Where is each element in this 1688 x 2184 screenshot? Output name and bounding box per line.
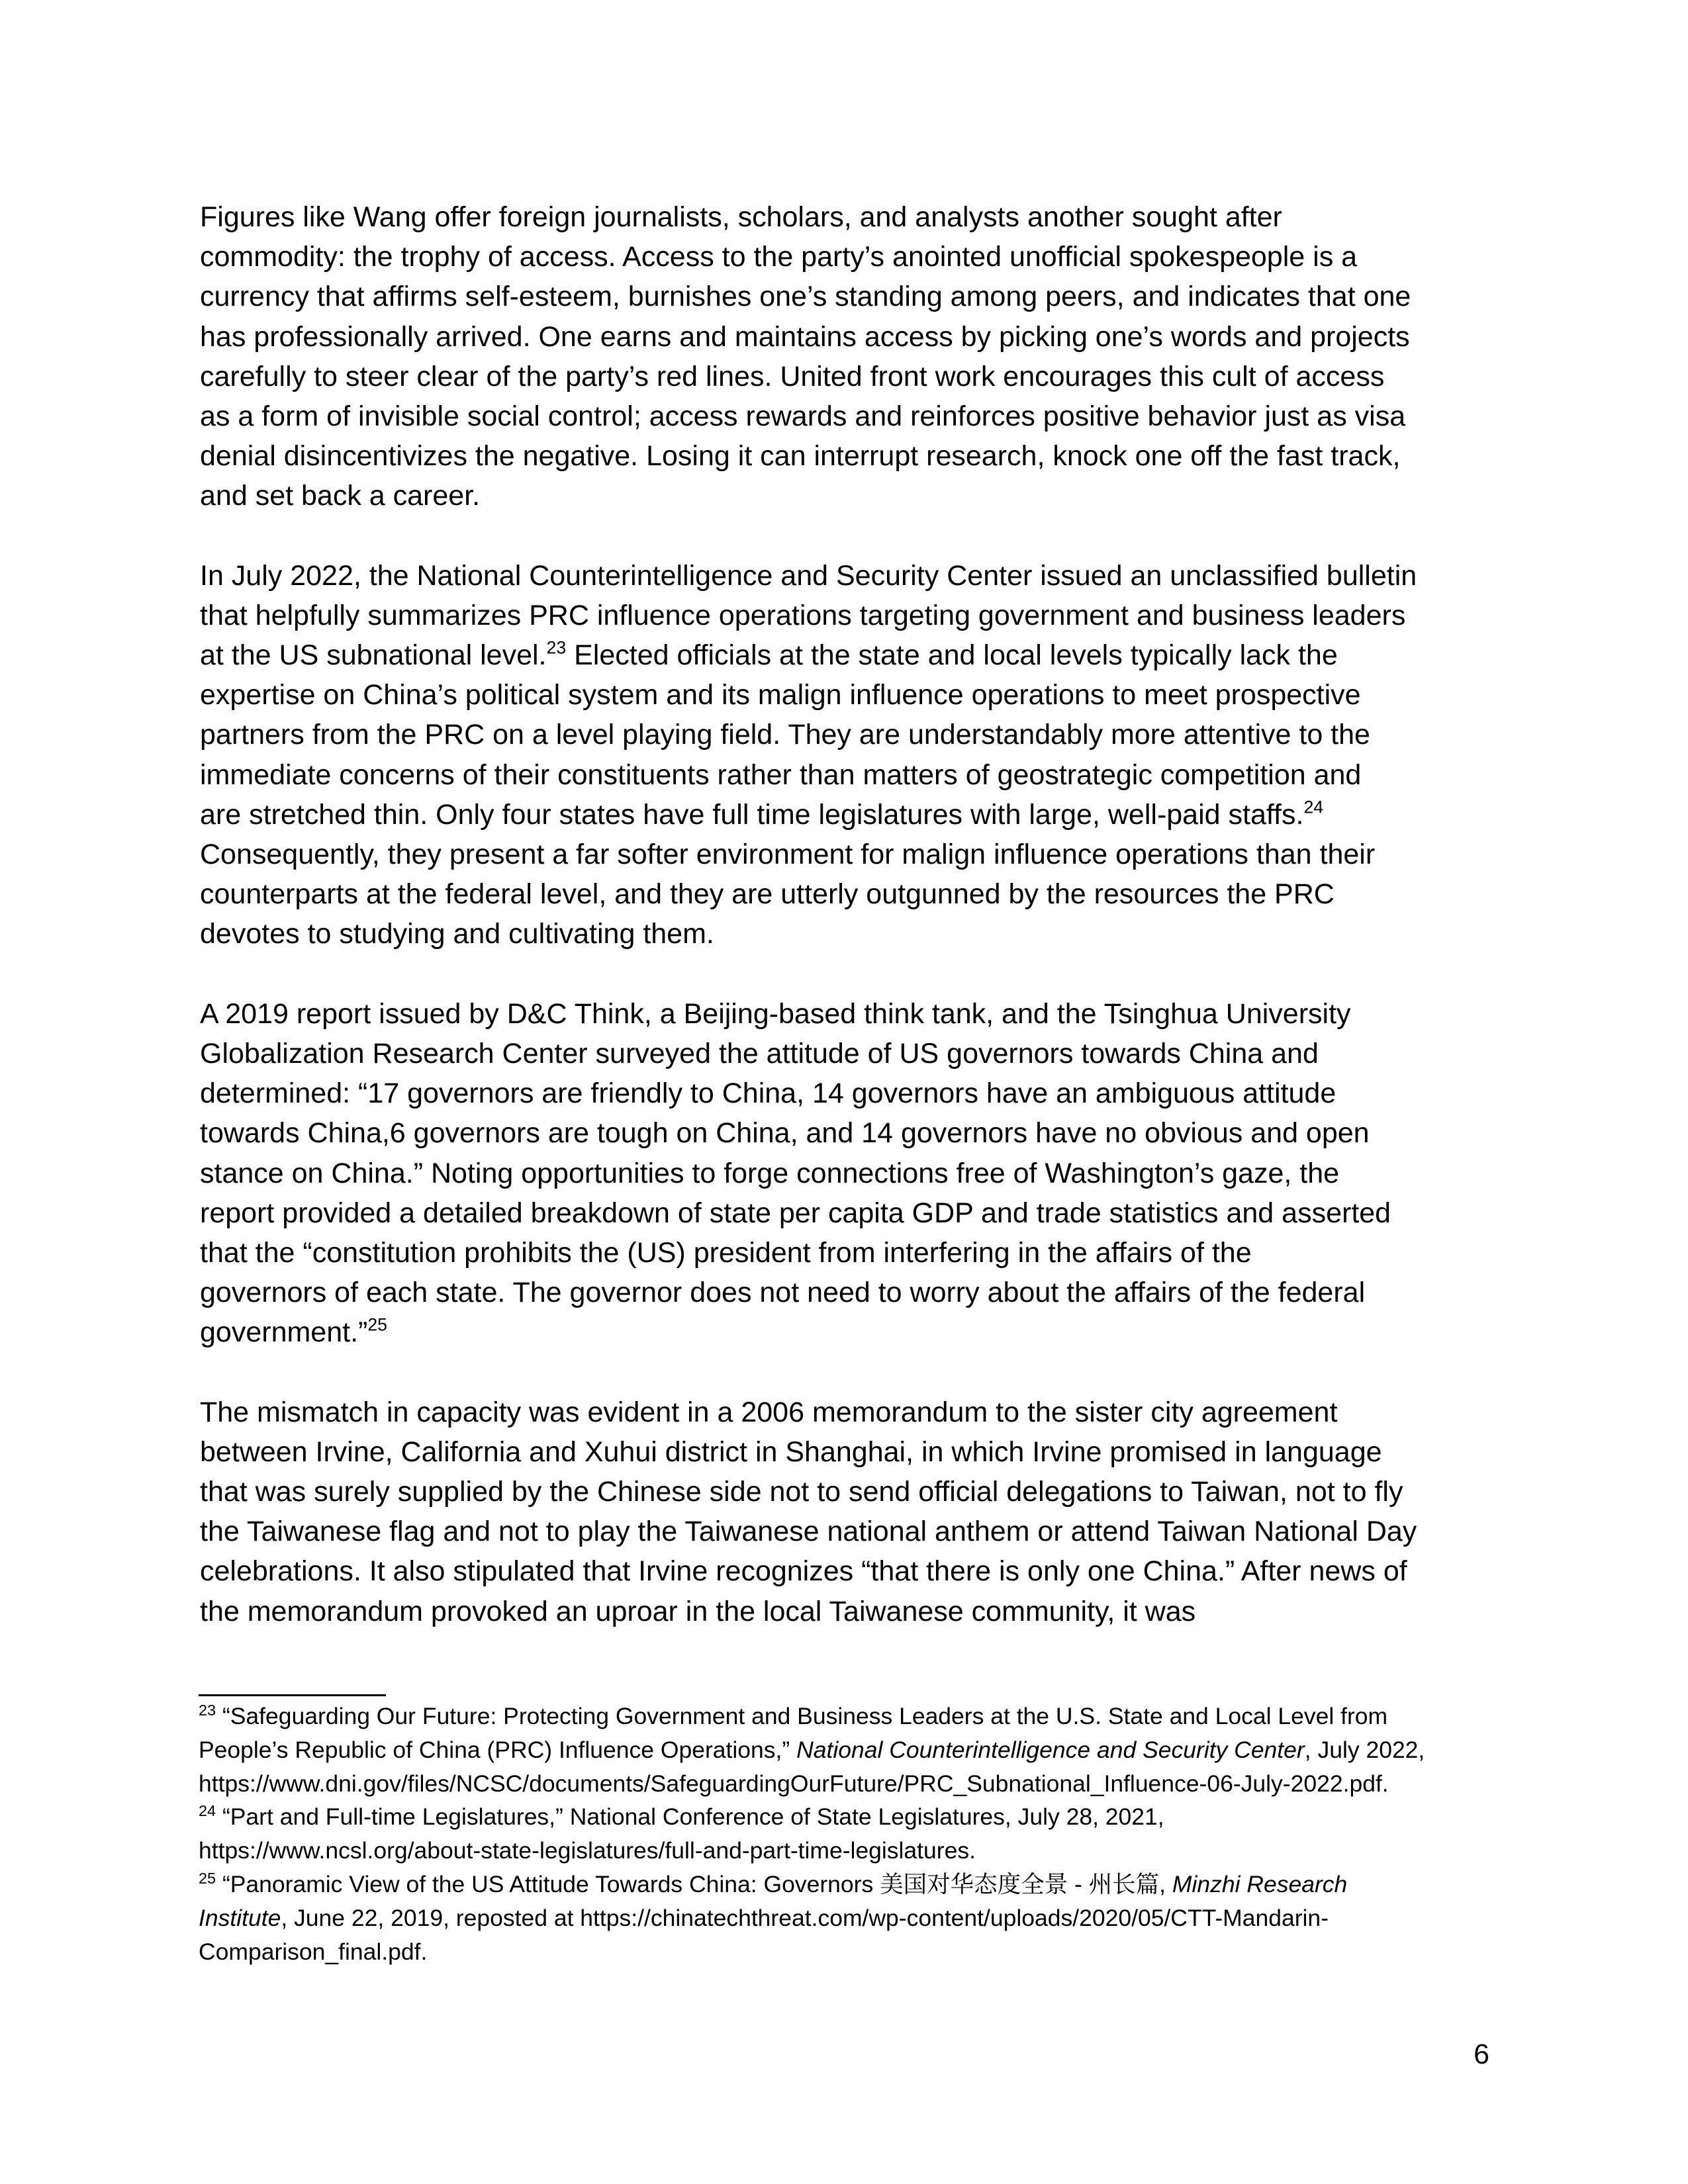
paragraph-line xyxy=(200,476,1497,516)
paragraph-line xyxy=(200,1113,1497,1153)
text-run: expertise on China’s political system and its malign influence operations to meet prospective xyxy=(200,679,1361,711)
paragraph-line xyxy=(200,237,1497,277)
text-run: counterparts at the federal level, and they are utterly outgunned by the resources the PRC xyxy=(200,878,1335,911)
footnote-line xyxy=(199,1868,1496,1901)
text-run: https://www.ncsl.org/about-state-legislatures/full-and-part-time-legislatures. xyxy=(199,1837,976,1864)
text-run: celebrations. It also stipulated that Irvine recognizes “that there is only one China.” After news of xyxy=(200,1555,1407,1588)
footnote-line xyxy=(199,1767,1496,1801)
footnote-reference: 24 xyxy=(199,1802,216,1820)
text-run: Comparison_final.pdf. xyxy=(199,1938,428,1965)
text-run: “Part and Full-time Legislatures,” National Conference of State Legislatures, July 28, 2021, xyxy=(216,1803,1164,1831)
footnotes xyxy=(199,1700,1496,1968)
footnote-line xyxy=(199,1800,1496,1834)
text-run: report provided a detailed breakdown of state per capita GDP and trade statistics and asserted xyxy=(200,1197,1391,1229)
text-run: The mismatch in capacity was evident in a 2006 memorandum to the sister city agreement xyxy=(200,1396,1338,1428)
paragraph-line xyxy=(200,1392,1497,1432)
text-run: governors of each state. The governor does not need to worry about the affairs of the federal xyxy=(200,1277,1366,1309)
italic-text: Minzhi Research xyxy=(1172,1870,1348,1897)
text-run: towards China,6 governors are tough on China, and 14 governors have no obvious and open xyxy=(200,1117,1370,1150)
paragraph-line xyxy=(200,1193,1497,1233)
text-run: “Panoramic View of the US Attitude Towards China: Governors 美国对华态度全景 - 州长篇, xyxy=(216,1870,1172,1897)
footnote-reference: 24 xyxy=(1303,797,1324,817)
text-run: are stretched thin. Only four states have full time legislatures with large, well-paid staffs. xyxy=(200,798,1304,831)
text-run: the memorandum provoked an uproar in the local Taiwanese community, it was xyxy=(200,1595,1196,1627)
text-run: carefully to steer clear of the party’s red lines. United front work encourages this cult of access xyxy=(200,360,1385,392)
text-run: has professionally arrived. One earns and maintains access by picking one’s words and projects xyxy=(200,320,1410,353)
paragraph-line xyxy=(200,1512,1497,1551)
paragraph-line xyxy=(200,715,1497,754)
text-run: that the “constitution prohibits the (US) president from interfering in the affairs of the xyxy=(200,1236,1252,1269)
text-run: https://www.dni.gov/files/NCSC/documents/SafeguardingOurFuture/PRC_Subnational_Influence-06-July-2022.pdf. xyxy=(199,1770,1389,1797)
text-run: , July 2022, xyxy=(1304,1736,1425,1763)
text-run: currency that affirms self-esteem, burnishes one’s standing among peers, and indicates that one xyxy=(200,281,1411,313)
text-run: that was surely supplied by the Chinese side not to send official delegations to Taiwan, not to fly xyxy=(200,1476,1403,1508)
paragraph-line xyxy=(200,1312,1497,1352)
text-run: “Safeguarding Our Future: Protecting Government and Business Leaders at the U.S. State and Local Level from xyxy=(216,1703,1388,1729)
footnote-separator xyxy=(199,1694,386,1696)
paragraph-line xyxy=(200,675,1497,715)
footnote-reference: 23 xyxy=(199,1702,216,1719)
footnote-25 xyxy=(199,1868,1496,1968)
paragraph-line xyxy=(200,1551,1497,1591)
paragraph-line xyxy=(200,1233,1497,1273)
footnote-line xyxy=(199,1935,1496,1969)
paragraph-line xyxy=(200,357,1497,396)
text-run: denial disincentivizes the negative. Losing it can interrupt research, knock one off the fast track, xyxy=(200,440,1401,473)
text-run: stance on China.” Noting opportunities to forge connections free of Washington’s gaze, the xyxy=(200,1157,1340,1189)
paragraph-line xyxy=(200,396,1497,436)
body-paragraph xyxy=(200,994,1497,1353)
text-run: Consequently, they present a far softer environment for malign influence operations than their xyxy=(200,839,1376,870)
text-run: partners from the PRC on a level playing field. They are understandably more attentive to the xyxy=(200,719,1370,751)
text-run: at the US subnational level. xyxy=(200,639,547,672)
footnote-24 xyxy=(199,1800,1496,1868)
footnote-line xyxy=(199,1700,1496,1733)
paragraph-line xyxy=(200,277,1497,316)
paragraph-line xyxy=(200,755,1497,795)
text-run: Globalization Research Center surveyed the attitude of US governors towards China and xyxy=(200,1037,1319,1069)
footnote-reference: 23 xyxy=(546,637,567,658)
paragraph-line xyxy=(200,556,1497,596)
page-number: 6 xyxy=(1474,2038,1489,2070)
paragraph-line xyxy=(200,994,1497,1034)
text-run: People’s Republic of China (PRC) Influence Operations,” xyxy=(199,1736,797,1763)
text-run: , June 22, 2019, reposted at https://chinatechthreat.com/wp-content/uploads/2020/05/CTT-Mandarin- xyxy=(281,1904,1329,1931)
paragraph-line xyxy=(200,1073,1497,1113)
text-run: that helpfully summarizes PRC influence operations targeting government and business leaders xyxy=(200,599,1406,631)
footnote-line xyxy=(199,1834,1496,1868)
text-run: devotes to studying and cultivating them. xyxy=(200,918,714,950)
paragraph-line xyxy=(200,835,1497,874)
italic-text: Institute xyxy=(199,1904,281,1931)
paragraph-line xyxy=(200,1273,1497,1312)
text-run: In July 2022, the National Counterintelligence and Security Center issued an unclassified bulletin xyxy=(200,559,1417,592)
text-run: Figures like Wang offer foreign journalists, scholars, and analysts another sought after xyxy=(200,201,1282,233)
footnote-line xyxy=(199,1733,1496,1767)
text-run: and set back a career. xyxy=(200,480,481,512)
paragraph-line xyxy=(200,914,1497,954)
paragraph-line xyxy=(200,635,1497,675)
paragraph-line xyxy=(200,1432,1497,1472)
text-run: immediate concerns of their constituents rather than matters of geostrategic competition and xyxy=(200,758,1362,791)
text-run: determined: “17 governors are friendly to China, 14 governors have an ambiguous attitude xyxy=(200,1077,1336,1110)
paragraph-line xyxy=(200,317,1497,357)
paragraph-line xyxy=(200,436,1497,476)
paragraph-line xyxy=(200,197,1497,237)
paragraph-line xyxy=(200,1034,1497,1073)
footnote-reference: 25 xyxy=(199,1870,216,1888)
text-run: commodity: the trophy of access. Access to the party’s anointed unofficial spokespeople is a xyxy=(200,241,1358,273)
footnote-reference: 25 xyxy=(367,1314,387,1335)
paragraph-line xyxy=(200,1592,1497,1631)
paragraph-line xyxy=(200,1472,1497,1512)
text-run: the Taiwanese flag and not to play the Taiwanese national anthem or attend Taiwan National Day xyxy=(200,1516,1417,1548)
paragraph-line xyxy=(200,795,1497,835)
body-paragraph xyxy=(200,1392,1497,1631)
body-text xyxy=(200,197,1497,1671)
body-paragraph xyxy=(200,556,1497,954)
footnote-23 xyxy=(199,1700,1496,1800)
italic-text: National Counterintelligence and Security Center xyxy=(796,1736,1305,1763)
paragraph-line xyxy=(200,1154,1497,1193)
footnote-line xyxy=(199,1901,1496,1935)
text-run: Elected officials at the state and local levels typically lack the xyxy=(566,639,1338,672)
text-run: as a form of invisible social control; access rewards and reinforces positive behavior just as visa xyxy=(200,400,1406,432)
body-paragraph xyxy=(200,197,1497,516)
paragraph-line xyxy=(200,596,1497,635)
text-run: government.” xyxy=(200,1316,368,1349)
text-run: between Irvine, California and Xuhui district in Shanghai, in which Irvine promised in language xyxy=(200,1435,1382,1468)
text-run: A 2019 report issued by D&C Think, a Beijing-based think tank, and the Tsinghua University xyxy=(200,997,1351,1030)
paragraph-line xyxy=(200,874,1497,914)
